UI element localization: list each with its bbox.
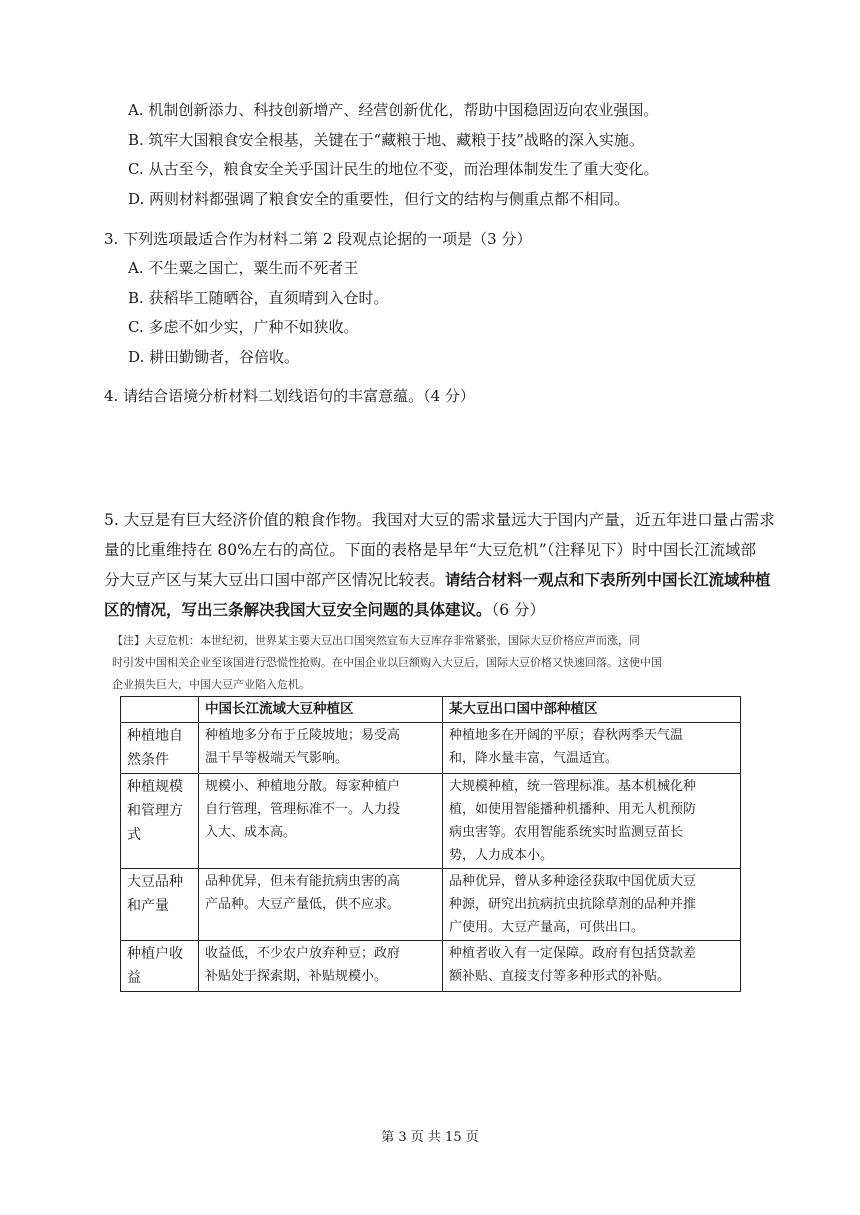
comparison-table [120, 696, 741, 992]
page-number-footer: 第 3 页 共 15 页 [381, 1130, 479, 1145]
annotation-note [112, 630, 752, 696]
q3-option-c: C. 多虑不如少实，广种不如狭收。 [128, 318, 359, 336]
row-label-line: 种植地自 [127, 728, 183, 744]
q5-line-3-text: 分大豆产区与某大豆出口国中部产区情况比较表。 [104, 571, 446, 589]
cell-line: 和，降水量丰富，气温适宜。 [449, 751, 619, 766]
q5-line-1: 5. 大豆是有巨大经济价值的粮食作物。我国对大豆的需求量远大于国内产量，近五年进口量占需求 [104, 511, 775, 529]
note-line-3: 企业损失巨大，中国大豆产业陷入危机。 [112, 678, 310, 691]
q5-line-4-bold: 区的情况，写出三条解决我国大豆安全问题的具体建议。 [104, 600, 492, 619]
cell-line: 产品种。大豆产量低，供不应求。 [205, 897, 401, 912]
cell-line: 种植地多在开阔的平原；春秋两季天气温 [449, 728, 684, 743]
row-label-income [121, 941, 199, 992]
q2-option-b: B. 筑牢大国粮食安全根基，关键在于“藏粮于地、藏粮于技”战略的深入实施。 [128, 131, 644, 149]
cell-line: 自行管理，管理标准不一。人力投 [205, 802, 401, 817]
q2-option-d: D. 两则材料都强调了粮食安全的重要性，但行文的结构与侧重点都不相同。 [128, 190, 630, 208]
cell-line: 温干旱等极端天气影响。 [205, 751, 349, 766]
note-line-1: 【注】大豆危机：本世纪初，世界某主要大豆出口国突然宣布大豆库存非常紧张，国际大豆价格应声而涨，同 [112, 634, 640, 647]
table-row [121, 941, 741, 992]
row-label-line: 式 [127, 827, 141, 843]
q5-line-3 [104, 565, 771, 595]
q3-option-b: B. 获稻毕工随晒谷，直须晴到入仓时。 [128, 289, 389, 307]
row-label-line: 和产量 [127, 898, 169, 914]
row-label-scale-management [121, 774, 199, 869]
row-label-variety-yield [121, 869, 199, 941]
q2-option-c: C. 从古至今，粮食安全关乎国计民生的地位不变，而治理体制发生了重大变化。 [128, 160, 659, 178]
q5-line-3-bold: 请结合材料一观点和下表所列中国长江流域种植 [445, 570, 771, 589]
table-header-row [121, 697, 741, 723]
cell-line: 广使用。大豆产量高，可供出口。 [449, 920, 645, 935]
cell-foreign-conditions [443, 723, 741, 774]
cell-line: 植，如使用智能播种机播种、用无人机预防 [449, 802, 697, 817]
cell-line: 品种优异，曾从多种途径获取中国优质大豆 [449, 874, 697, 889]
note-line-2: 时引发中国相关企业至该国进行恐慌性抢购。在中国企业以巨额购入大豆后，国际大豆价格又快速回落。这使中国 [112, 656, 662, 669]
table-row [121, 723, 741, 774]
cell-foreign-variety [443, 869, 741, 941]
cell-line: 收益低，不少农户放弃种豆；政府 [205, 946, 401, 961]
cell-line: 势，人力成本小。 [449, 848, 554, 863]
q5-line-4 [104, 595, 754, 625]
table-header-empty [121, 697, 199, 723]
row-label-line: 种植规模 [127, 779, 183, 795]
cell-line: 入大、成本高。 [205, 825, 297, 840]
q2-option-a: A. 机制创新添力、科技创新增产、经营创新优化，帮助中国稳固迈向农业强国。 [128, 101, 659, 119]
row-label-line: 和管理方 [127, 803, 183, 819]
row-label-line: 益 [127, 970, 141, 986]
table-row [121, 869, 741, 941]
q4-stem: 4. 请结合语境分析材料二划线语句的丰富意蕴。（4 分） [104, 387, 475, 405]
q3-option-a: A. 不生粟之国亡，粟生而不死者王 [128, 259, 359, 277]
q3-option-d: D. 耕田勤锄者，谷倍收。 [128, 348, 300, 366]
cell-line: 病虫害等。农用智能系统实时监测豆苗长 [449, 825, 684, 840]
row-label-line: 大豆品种 [127, 874, 183, 890]
q5-line-2: 量的比重维持在 80%左右的高位。下面的表格是早年“大豆危机”（注释见下）时中国长江流域部 [104, 541, 756, 559]
cell-line: 品种优异，但未有能抗病虫害的高 [205, 874, 401, 889]
table-header-china: 中国长江流域大豆种植区 [199, 697, 443, 723]
cell-foreign-management [443, 774, 741, 869]
cell-foreign-income [443, 941, 741, 992]
q5-line-4-text: （6 分） [491, 601, 546, 619]
cell-line: 额补贴、直接支付等多种形式的补贴。 [449, 969, 671, 984]
row-label-line: 然条件 [127, 752, 169, 768]
table-row [121, 774, 741, 869]
cell-china-variety [199, 869, 443, 941]
cell-china-conditions [199, 723, 443, 774]
cell-china-income [199, 941, 443, 992]
cell-line: 补贴处于探索期，补贴规模小。 [205, 969, 388, 984]
cell-line: 种植者收入有一定保障。政府有包括贷款差 [449, 946, 697, 961]
table-header-foreign: 某大豆出口国中部种植区 [443, 697, 741, 723]
q3-stem: 3. 下列选项最适合作为材料二第 2 段观点论据的一项是（3 分） [104, 230, 532, 248]
cell-line: 大规模种植，统一管理标准。基本机械化种 [449, 779, 697, 794]
q5-stem [104, 505, 775, 625]
cell-line: 种源，研究出抗病抗虫抗除草剂的品种并推 [449, 897, 697, 912]
row-label-line: 种植户收 [127, 946, 183, 962]
cell-line: 种植地多分布于丘陵坡地；易受高 [205, 728, 401, 743]
row-label-natural-conditions [121, 723, 199, 774]
cell-china-management [199, 774, 443, 869]
cell-line: 规模小、种植地分散。每家种植户 [205, 779, 401, 794]
